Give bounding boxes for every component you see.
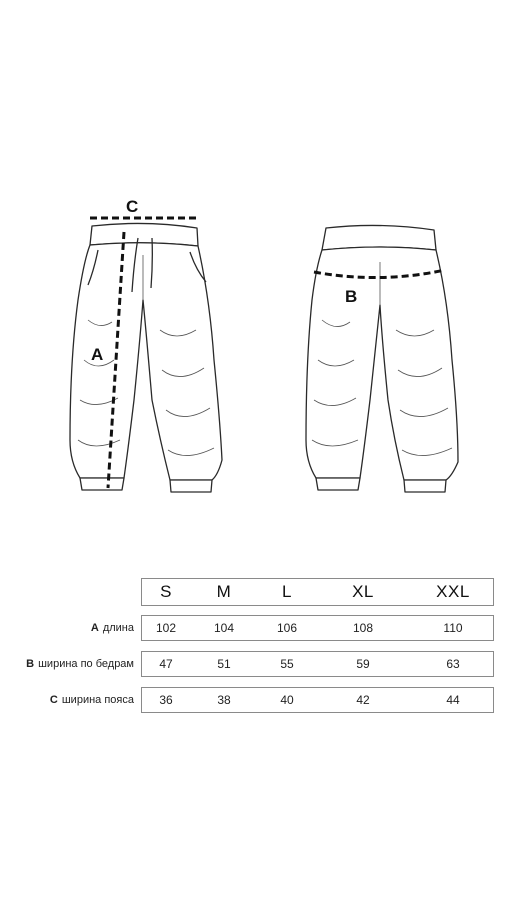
pants-back-view [306,225,458,492]
table-cell: 47 [159,657,173,671]
size-header-xl: XL [352,582,374,601]
back-left-cuff [316,478,360,490]
row-label-text: ширина пояса [61,694,134,706]
table-cell: 51 [217,657,231,671]
size-header-row [141,578,494,606]
measure-label-c: C [126,197,139,216]
table-cell: 110 [443,621,463,635]
table-cell: 55 [280,657,294,671]
row-letter: C [49,694,58,706]
table-cell: 40 [280,693,294,707]
row-letter: B [26,658,35,670]
table-cell: 59 [356,657,370,671]
row-letter: A [90,622,99,634]
table-cell: 36 [159,693,173,707]
table-cell: 106 [276,621,298,635]
row-label-text: ширина по бедрам [38,658,134,670]
front-left-cuff [80,478,124,490]
table-cell: 44 [446,693,460,707]
table-cell: 42 [356,693,370,707]
row-label-waist-width [50,687,134,713]
back-right-cuff [404,480,446,492]
back-waistband [322,225,436,250]
size-table [0,570,511,730]
row-label-text: длина [102,622,134,634]
table-cell: 104 [213,621,235,635]
measure-label-a: A [91,345,104,364]
table-cell: 108 [352,621,374,635]
row-label-hip-width [26,651,134,677]
table-row-hip-width [141,651,494,677]
table-cell: 63 [446,657,460,671]
table-row-waist-width [141,687,494,713]
size-header-xxl: XXL [436,582,470,601]
table-cell: 38 [217,693,231,707]
size-header-l: L [282,582,292,601]
row-label-length [91,615,134,641]
size-header-s: S [160,582,172,601]
table-cell: 102 [155,621,177,635]
measure-label-b: B [345,287,358,306]
size-header-m: M [216,582,232,601]
table-row-length [141,615,494,641]
back-pants-body [306,247,458,480]
front-right-cuff [170,480,212,492]
